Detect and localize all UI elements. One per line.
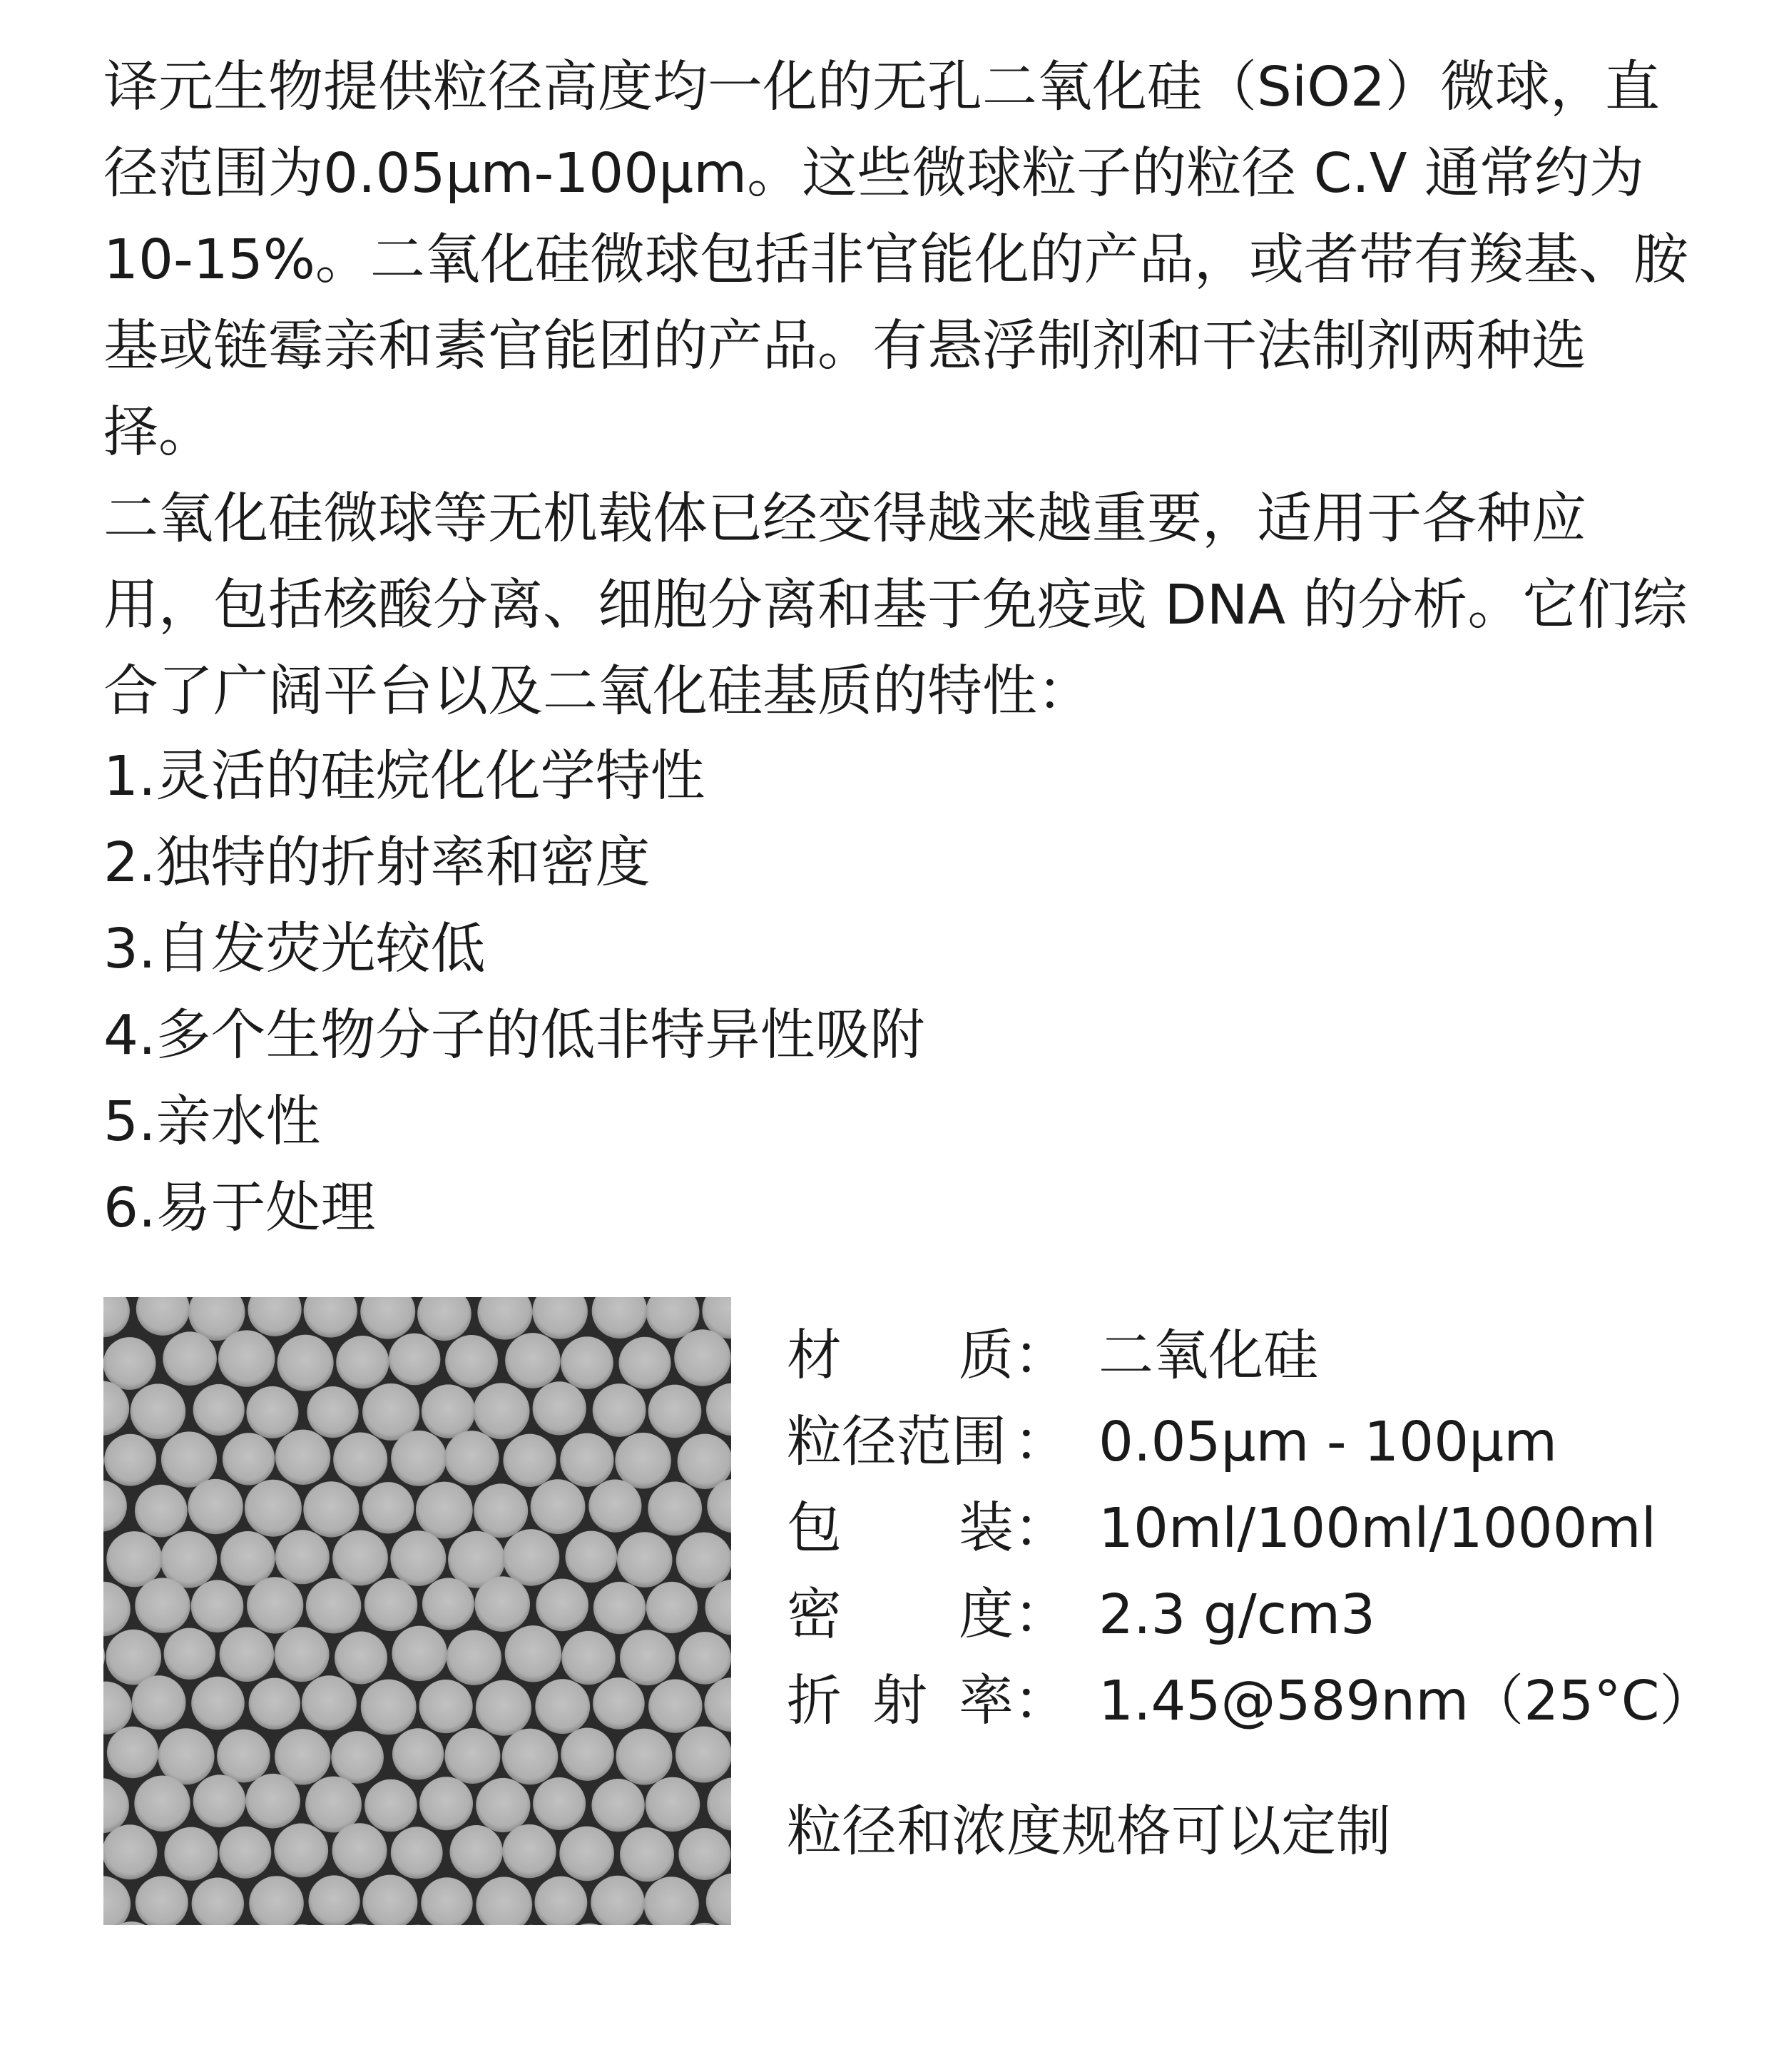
- microsphere: [309, 1875, 360, 1925]
- spec-row-material: [787, 1313, 1714, 1399]
- microsphere: [332, 1530, 388, 1586]
- spec-label-density-b: 度: [959, 1583, 1014, 1647]
- microsphere: [364, 1578, 417, 1631]
- microsphere: [444, 1431, 499, 1485]
- microsphere: [107, 1727, 158, 1778]
- microsphere: [249, 1678, 300, 1730]
- microsphere: [646, 1582, 698, 1633]
- microsphere: [135, 1578, 190, 1633]
- spec-label-packaging-a: 包: [787, 1497, 842, 1560]
- microsphere: [362, 1482, 414, 1533]
- intro-text: [103, 44, 1694, 735]
- microsphere: [422, 1384, 475, 1438]
- microsphere: [678, 1434, 731, 1489]
- microsphere: [103, 1337, 156, 1390]
- microsphere: [474, 1576, 530, 1632]
- microsphere: [188, 1479, 243, 1534]
- microsphere: [193, 1774, 246, 1827]
- microsphere: [616, 1729, 673, 1785]
- microsphere: [678, 1828, 730, 1880]
- microsphere: [503, 1434, 556, 1487]
- microsphere: [533, 1777, 586, 1830]
- microsphere: [419, 1680, 473, 1733]
- microsphere: [559, 1827, 614, 1881]
- microsphere: [591, 1779, 644, 1832]
- microsphere: [246, 1386, 298, 1438]
- microsphere: [593, 1582, 646, 1634]
- microsphere: [474, 1483, 528, 1538]
- spec-label-packaging-b: 装: [959, 1497, 1014, 1560]
- microsphere: [277, 1335, 334, 1391]
- microsphere: [445, 1335, 498, 1388]
- spec-row-size-range: [787, 1399, 1714, 1486]
- microsphere: [450, 1825, 503, 1878]
- microsphere: [392, 1626, 447, 1682]
- microsphere: [593, 1677, 645, 1730]
- microsphere: [648, 1680, 702, 1733]
- microsphere: [306, 1578, 361, 1633]
- spec-value-size-range: 0.05μm - 100μm: [1098, 1411, 1558, 1474]
- microsphere: [307, 1386, 358, 1438]
- microsphere: [390, 1530, 446, 1586]
- microsphere: [531, 1479, 586, 1534]
- microsphere: [245, 1480, 302, 1537]
- feature-item: 6.易于处理: [103, 1177, 376, 1240]
- microsphere: [303, 1481, 359, 1537]
- microsphere: [331, 1731, 384, 1784]
- microsphere: [391, 1431, 447, 1486]
- microsphere: [217, 1730, 270, 1783]
- microsphere: [332, 1823, 387, 1878]
- microsphere: [536, 1579, 588, 1632]
- microsphere: [302, 1675, 357, 1730]
- microsphere: [416, 1482, 473, 1539]
- microsphere: [535, 1679, 590, 1734]
- microsphere: [164, 1827, 218, 1881]
- microsphere: [619, 1337, 671, 1389]
- microsphere: [103, 1824, 157, 1879]
- microsphere: [561, 1728, 613, 1781]
- customization-note: 粒径和浓度规格可以定制: [787, 1800, 1391, 1864]
- microsphere: [135, 1485, 188, 1538]
- microsphere: [275, 1530, 330, 1584]
- microsphere: [220, 1627, 275, 1682]
- microsphere: [422, 1578, 474, 1630]
- microsphere: [219, 1827, 271, 1879]
- microsphere: [561, 1336, 613, 1389]
- spec-label-size-range: 粒径范围: [787, 1411, 1006, 1474]
- microsphere: [502, 1729, 559, 1785]
- feature-item: 4.多个生物分子的低非特异性吸附: [103, 1004, 925, 1067]
- microsphere: [648, 1482, 702, 1536]
- feature-list: [103, 733, 924, 1251]
- microsphere: [476, 1680, 531, 1736]
- spec-value-packaging: 10ml/100ml/1000ml: [1098, 1497, 1656, 1560]
- microsphere: [106, 1531, 162, 1587]
- spec-row-refractive-index: [787, 1658, 1714, 1745]
- microsphere: [218, 1330, 275, 1386]
- microsphere: [560, 1433, 613, 1487]
- microsphere-sem-image: [103, 1297, 731, 1925]
- microsphere: [533, 1381, 586, 1435]
- feature-item: 1.灵活的硅烷化化学特性: [103, 745, 705, 808]
- microsphere: [674, 1329, 730, 1386]
- microsphere: [617, 1532, 673, 1588]
- microsphere: [447, 1630, 501, 1685]
- spec-colon: ：: [1014, 1411, 1069, 1474]
- microsphere: [502, 1824, 556, 1878]
- spec-value-density: 2.3 g/cm3: [1098, 1583, 1376, 1647]
- spec-label-material-b: 质: [959, 1324, 1014, 1388]
- microsphere: [336, 1336, 389, 1388]
- microsphere: [333, 1433, 387, 1487]
- microsphere-graphic: [103, 1297, 731, 1925]
- microsphere: [593, 1383, 646, 1437]
- microsphere: [134, 1776, 190, 1832]
- microsphere: [615, 1433, 671, 1489]
- spec-row-packaging: [787, 1486, 1714, 1572]
- microsphere: [620, 1827, 674, 1881]
- microsphere: [620, 1630, 676, 1685]
- microsphere: [389, 1334, 441, 1386]
- microsphere: [193, 1384, 245, 1436]
- microsphere: [247, 1577, 303, 1633]
- microsphere: [164, 1628, 215, 1680]
- microsphere: [220, 1531, 275, 1586]
- intro-paragraph-2: 二氧化硅微球等无机载体已经变得越来越重要，适用于各种应用，包括核酸分离、细胞分离和基于免疫或 DNA 的分析。它们综合了广阔平台以及二氧化硅基质的特性：: [103, 487, 1688, 723]
- microsphere: [646, 1777, 700, 1832]
- microsphere: [274, 1824, 328, 1878]
- spec-row-density: [787, 1572, 1714, 1658]
- microsphere: [419, 1777, 473, 1830]
- microsphere: [245, 1774, 300, 1829]
- microsphere: [505, 1625, 561, 1682]
- spec-colon: ：: [1014, 1324, 1069, 1388]
- microsphere: [163, 1331, 217, 1386]
- microsphere: [335, 1632, 387, 1685]
- microsphere: [131, 1383, 186, 1439]
- spec-value-refractive-index: 1.45@589nm（25°C）: [1098, 1670, 1715, 1733]
- spec-table: [787, 1313, 1714, 1745]
- feature-item: 3.自发荧光较低: [103, 918, 486, 981]
- spec-label-material-a: 材: [787, 1324, 842, 1388]
- intro-paragraph-1: 译元生物提供粒径高度均一化的无孔二氧化硅（SiO2）微球，直径范围为0.05μm-100μm。这些微球粒子的粒径 C.V 通常约为 10-15%。二氧化硅微球包括非官能化的产品，或者带有羧基、胺基或链霉亲和素官能团的产品。有悬浮制剂和干法制剂两种选择。: [103, 56, 1688, 464]
- feature-item: 5.亲水性: [103, 1090, 321, 1154]
- microsphere: [275, 1430, 330, 1485]
- microsphere: [361, 1680, 417, 1735]
- spec-label-refractive-b: 射: [872, 1670, 927, 1733]
- microsphere: [444, 1728, 500, 1784]
- microsphere: [364, 1779, 417, 1832]
- microsphere: [191, 1580, 244, 1632]
- microsphere: [191, 1677, 245, 1730]
- feature-item: 2.独特的折射率和密度: [103, 831, 651, 895]
- microsphere: [391, 1827, 443, 1879]
- microsphere: [676, 1533, 731, 1588]
- microsphere: [132, 1675, 186, 1730]
- spec-colon: ：: [1014, 1670, 1069, 1733]
- spec-label-refractive-c: 率: [959, 1670, 1014, 1733]
- microsphere: [679, 1632, 732, 1685]
- microsphere: [648, 1385, 702, 1438]
- microsphere: [223, 1433, 275, 1485]
- microsphere: [503, 1529, 560, 1586]
- microsphere: [275, 1627, 330, 1682]
- spec-value-material: 二氧化硅: [1098, 1324, 1318, 1388]
- microsphere: [505, 1333, 561, 1388]
- spec-label-refractive-a: 折: [787, 1670, 842, 1733]
- microsphere: [588, 1480, 641, 1533]
- microsphere: [161, 1431, 217, 1487]
- microsphere: [561, 1631, 615, 1685]
- microsphere: [104, 1434, 156, 1486]
- microsphere: [476, 1778, 530, 1832]
- spec-label-density-a: 密: [787, 1583, 842, 1647]
- microsphere: [474, 1383, 530, 1439]
- microsphere: [566, 1531, 618, 1583]
- spec-colon: ：: [1014, 1497, 1069, 1560]
- spec-colon: ：: [1014, 1583, 1069, 1647]
- microsphere: [392, 1728, 444, 1779]
- microsphere: [676, 1727, 731, 1783]
